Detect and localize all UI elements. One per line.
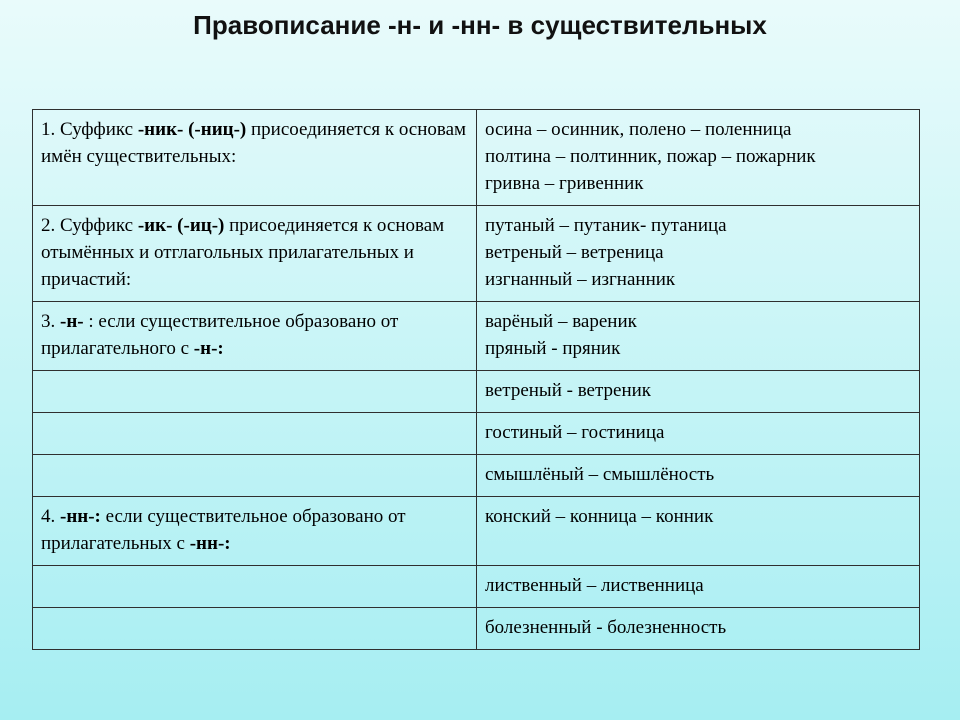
table-row — [33, 371, 920, 413]
table-row — [33, 566, 920, 608]
examples-cell — [477, 110, 920, 206]
example-line: пряный - пряник — [485, 338, 621, 359]
example-line: полтина – полтинник, пожар – пожарник — [485, 146, 816, 167]
examples-cell — [477, 206, 920, 302]
example-line: путаный – путаник- путаница — [485, 215, 727, 236]
rule-cell — [33, 497, 477, 566]
examples-cell — [477, 497, 920, 566]
example-line: гостиный – гостиница — [485, 422, 665, 443]
example-line: ветреный - ветреник — [485, 380, 652, 401]
table-row — [33, 206, 920, 302]
rule-cell — [33, 206, 477, 302]
table-row — [33, 413, 920, 455]
rule-text: присоединяется к основам отымённых и отглагольных прилагательных и причастий: — [41, 215, 445, 290]
rule-text: присоединяется к основам имён существительных: — [41, 119, 467, 167]
rule-cell-empty — [33, 413, 477, 455]
rule-text: 1. Суффикс — [41, 119, 138, 140]
example-line: осина – осинник, полено – поленница — [485, 119, 792, 140]
suffix-label: -нн-: — [189, 533, 231, 554]
example-line: болезненный - болезненность — [485, 617, 727, 638]
suffix-label: -н-: — [193, 338, 224, 359]
examples-cell — [477, 371, 920, 413]
rule-cell-empty — [33, 371, 477, 413]
rule-cell — [33, 110, 477, 206]
examples-cell — [477, 608, 920, 650]
example-line: лиственный – лиственница — [485, 575, 704, 596]
example-line: конский – конница – конник — [485, 506, 714, 527]
example-line: ветреный – ветреница — [485, 242, 664, 263]
rule-cell-empty — [33, 455, 477, 497]
table-row — [33, 302, 920, 371]
examples-cell — [477, 302, 920, 371]
table-row — [33, 497, 920, 566]
example-line: варёный – вареник — [485, 311, 637, 332]
suffix-label: -ник- (-ниц-) — [137, 119, 247, 140]
example-line: изгнанный – изгнанник — [485, 269, 676, 290]
rule-cell — [33, 302, 477, 371]
example-line: смышлёный – смышлёность — [485, 464, 715, 485]
table-row — [33, 110, 920, 206]
rule-text: 2. Суффикс — [41, 215, 138, 236]
page-title: Правописание -н- и -нн- в существительных — [193, 10, 767, 40]
rule-cell-empty — [33, 566, 477, 608]
example-line: гривна – гривенник — [485, 173, 644, 194]
rules-table — [32, 109, 920, 650]
table-row — [33, 608, 920, 650]
examples-cell — [477, 566, 920, 608]
rule-cell-empty — [33, 608, 477, 650]
rule-text: 4. — [41, 506, 60, 527]
table-row — [33, 455, 920, 497]
suffix-label: -н- — [60, 311, 84, 332]
examples-cell — [477, 455, 920, 497]
examples-cell — [477, 413, 920, 455]
rule-text: если существительное образовано от прилагательных с — [41, 506, 406, 554]
rule-text: 3. — [41, 311, 60, 332]
rule-text: : если существительное образовано от прилагательного с — [41, 311, 399, 359]
suffix-label: -ик- (-иц-) — [137, 215, 225, 236]
suffix-label: -нн-: — [60, 506, 101, 527]
